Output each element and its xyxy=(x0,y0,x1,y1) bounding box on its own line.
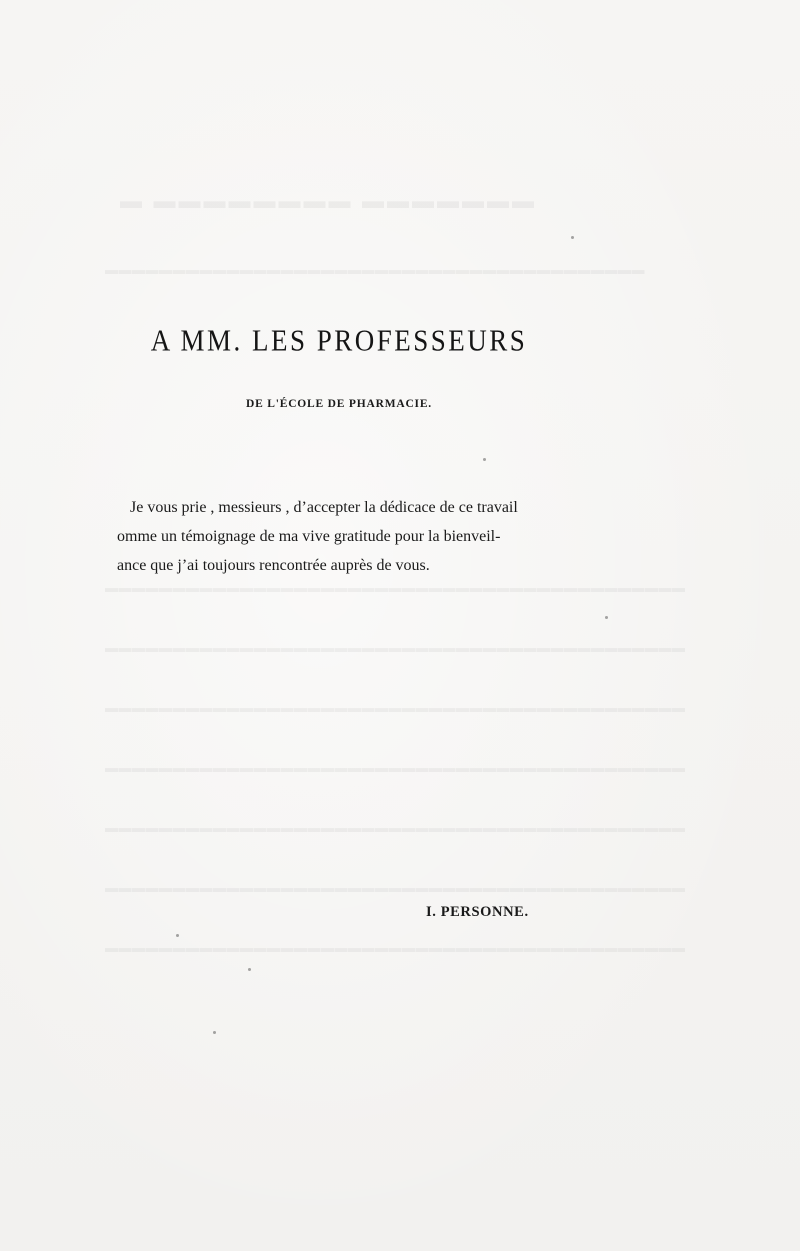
paper-speck xyxy=(248,968,251,971)
paper-speck xyxy=(213,1031,216,1034)
bleed-through-line: ▬▬▬▬▬▬▬▬▬▬▬▬▬▬▬▬▬▬▬▬▬▬▬▬▬▬▬▬▬▬▬▬▬▬▬▬▬▬▬▬▬▬▬ xyxy=(105,820,686,835)
dedication-body-line: omme un témoignage de ma vive gratitude pour la bienveil- xyxy=(117,528,501,545)
dedication-body xyxy=(111,493,581,580)
paper-speck xyxy=(605,616,608,619)
dedication-body-line: Je vous prie , messieurs , d’accepter la dédicace de ce travail xyxy=(130,499,518,516)
paper-speck xyxy=(483,458,486,461)
dedication-subtitle: DE L'ÉCOLE DE PHARMACIE. xyxy=(246,398,432,410)
paper-speck xyxy=(176,934,179,937)
dedication-title: A MM. LES PROFESSEURS xyxy=(150,323,528,358)
bleed-through-line: ▬▬▬▬▬▬▬▬▬▬▬▬▬▬▬▬▬▬▬▬▬▬▬▬▬▬▬▬▬▬▬▬▬▬▬▬▬▬▬▬▬▬▬ xyxy=(105,760,686,775)
dedication-body-line: ance que j’ai toujours rencontrée auprès de vous. xyxy=(117,557,430,574)
bleed-through-heading: ▬ ▬▬▬▬▬▬▬▬ ▬▬▬▬▬▬▬ xyxy=(120,188,537,213)
author-signature: I. PERSONNE. xyxy=(426,904,529,920)
bleed-through-line: ▬▬▬▬▬▬▬▬▬▬▬▬▬▬▬▬▬▬▬▬▬▬▬▬▬▬▬▬▬▬▬▬▬▬▬▬▬▬▬▬▬▬▬ xyxy=(105,640,686,655)
bleed-through-line: ▬▬▬▬▬▬▬▬▬▬▬▬▬▬▬▬▬▬▬▬▬▬▬▬▬▬▬▬▬▬▬▬▬▬▬▬▬▬▬▬▬▬▬ xyxy=(105,880,686,895)
bleed-through-line: ▬▬▬▬▬▬▬▬▬▬▬▬▬▬▬▬▬▬▬▬▬▬▬▬▬▬▬▬▬▬▬▬▬▬▬▬▬▬▬▬▬▬▬ xyxy=(105,700,686,715)
paper-speck xyxy=(571,236,574,239)
bleed-through-line: ▬▬▬▬▬▬▬▬▬▬▬▬▬▬▬▬▬▬▬▬▬▬▬▬▬▬▬▬▬▬▬▬▬▬▬▬▬▬▬▬ xyxy=(105,262,645,277)
bleed-through-line: ▬▬▬▬▬▬▬▬▬▬▬▬▬▬▬▬▬▬▬▬▬▬▬▬▬▬▬▬▬▬▬▬▬▬▬▬▬▬▬▬▬▬▬ xyxy=(105,580,686,595)
bleed-through-line: ▬▬▬▬▬▬▬▬▬▬▬▬▬▬▬▬▬▬▬▬▬▬▬▬▬▬▬▬▬▬▬▬▬▬▬▬▬▬▬▬▬▬▬ xyxy=(105,940,686,955)
